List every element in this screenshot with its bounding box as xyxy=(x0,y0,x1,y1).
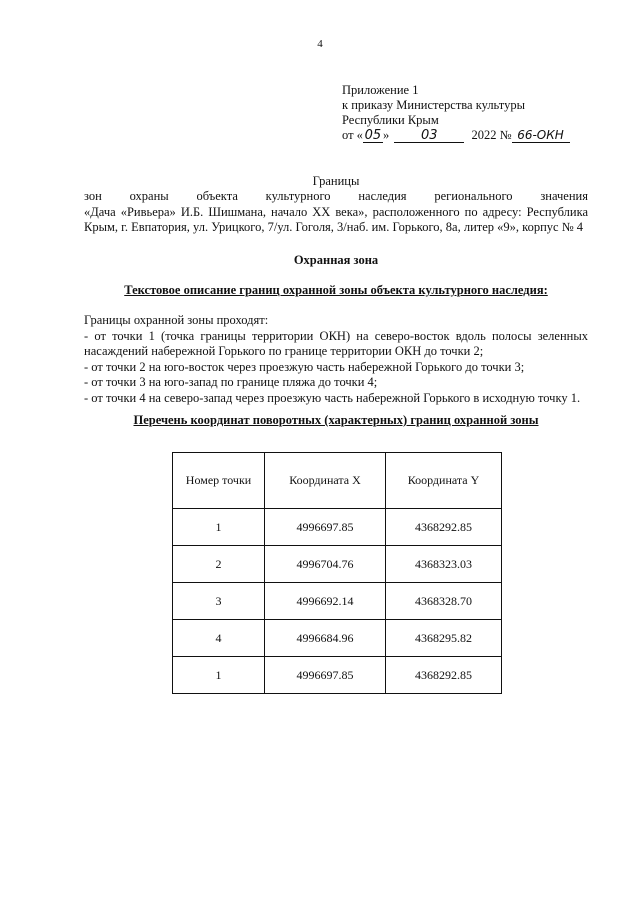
point-number-cell: 1 xyxy=(173,509,265,546)
point-number-cell: 1 xyxy=(173,657,265,694)
order-date-prefix: от « xyxy=(342,128,363,142)
appendix-line-2: к приказу Министерства культуры xyxy=(342,98,525,112)
order-date-line xyxy=(342,128,570,143)
appendix-line-3: Республики Крым xyxy=(342,113,439,127)
header-coord-y: Координата Y xyxy=(386,453,502,509)
title-body: «Дача «Ривьера» И.Б. Шишмана, начало XX века», расположенного по адресу: Республика Крым, г. Евпатория, ул. Урицкого, 7/ул. Гоголя, 3/наб. им. Горького, 8а, литер «9», корпус № 4 xyxy=(84,204,588,234)
table-row xyxy=(173,509,502,546)
point-number-cell: 2 xyxy=(173,546,265,583)
coord-x-cell: 4996684.96 xyxy=(265,620,386,657)
header-coord-x: Координата X xyxy=(265,453,386,509)
coord-y-cell: 4368292.85 xyxy=(386,509,502,546)
boundary-item: - от точки 2 на юго-восток через проезжую часть набережной Горького до точки 3; xyxy=(84,359,525,374)
boundaries-description xyxy=(84,313,588,406)
title-word: наследия xyxy=(358,189,407,203)
title-word: охраны xyxy=(129,189,169,203)
boundary-item: - от точки 3 на юго-запад по границе пляжа до точки 4; xyxy=(84,375,378,389)
table-row xyxy=(173,620,502,657)
header-point-number: Номер точки xyxy=(173,453,265,509)
coord-x-cell: 4996692.14 xyxy=(265,583,386,620)
table-row xyxy=(173,546,502,583)
coord-y-cell: 4368328.70 xyxy=(386,583,502,620)
title-word: культурного xyxy=(265,189,331,203)
table-header-row xyxy=(173,453,502,509)
appendix-line-1: Приложение 1 xyxy=(342,83,419,97)
order-date-mid: » xyxy=(382,128,390,142)
coord-x-cell: 4996697.85 xyxy=(265,657,386,694)
coord-y-cell: 4368323.03 xyxy=(386,546,502,583)
table-row xyxy=(173,657,502,694)
text-description-title: Текстовое описание границ охранной зоны объекта культурного наследия: xyxy=(124,283,548,297)
coord-y-cell: 4368295.82 xyxy=(386,620,502,657)
point-number-cell: 3 xyxy=(173,583,265,620)
document-heading: Границы xyxy=(312,174,360,188)
appendix-block xyxy=(342,83,570,143)
title-block xyxy=(84,189,588,236)
title-word: значения xyxy=(540,189,588,203)
table-row xyxy=(173,583,502,620)
order-year: 2022 № xyxy=(471,128,512,142)
coord-x-cell: 4996704.76 xyxy=(265,546,386,583)
order-month: 03 xyxy=(394,129,464,143)
point-number-cell: 4 xyxy=(173,620,265,657)
coordinates-title: Перечень координат поворотных (характерных) границ охранной зоны xyxy=(133,413,539,427)
page-number: 4 xyxy=(317,38,323,50)
boundaries-intro: Границы охранной зоны проходят: xyxy=(84,313,269,327)
boundary-item: - от точки 4 на северо-запад через проезжую часть набережной Горького в исходную точку 1. xyxy=(84,390,581,405)
title-word: регионального xyxy=(434,189,513,203)
coord-y-cell: 4368292.85 xyxy=(386,657,502,694)
coordinates-table xyxy=(172,452,502,694)
title-word: объекта xyxy=(196,189,238,203)
zone-title: Охранная зона xyxy=(293,253,379,267)
order-day: 05 xyxy=(364,128,382,143)
title-first-line xyxy=(84,189,588,205)
boundary-item: - от точки 1 (точка границы территории ОКН) на северо-восток вдоль полосы зеленных насаждений набережной Горького по границе территории ОКН до точки 2; xyxy=(84,328,588,358)
title-word: зон xyxy=(84,189,102,203)
coord-x-cell: 4996697.85 xyxy=(265,509,386,546)
order-number: 66-ОКН xyxy=(512,129,570,143)
